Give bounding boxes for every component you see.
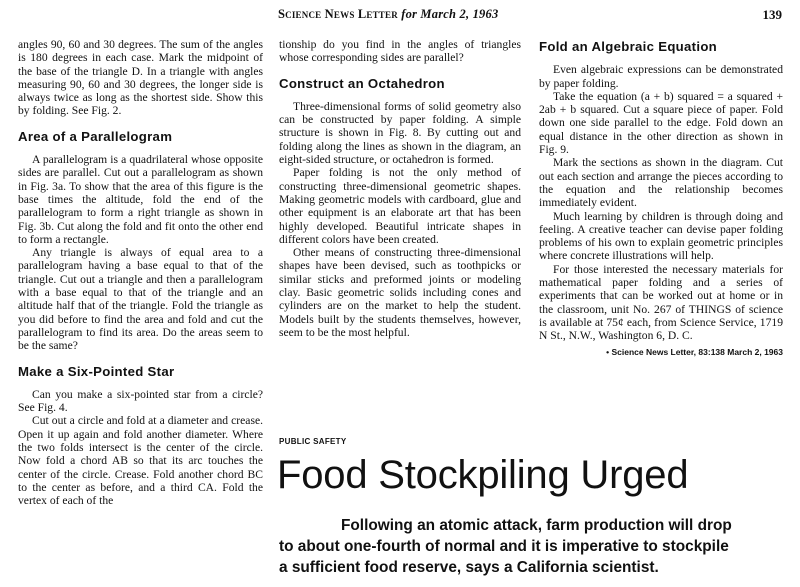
deck-line: to about one-fourth of normal and it is imperative to stockpile (279, 538, 729, 555)
paragraph: Cut out a circle and fold at a diameter and crease. Open it up again and fold another diameter. Where the two folds intersect is the center of the circle. Now fold a chord AB so that its arc touches the center of the circle. Crease. Fold another chord BC to the center as before, and a third CA. Fold the vertex of each of the (18, 414, 263, 508)
paragraph: Paper folding is not the only method of constructing three-dimensional geometric shapes. Making geometric models with cardboard, glue and other equipment is an elaborate art that has been highly developed. Beautiful intricate shapes in different colors have been created. (279, 166, 521, 246)
section-heading-octahedron: Construct an Octahedron (279, 75, 445, 91)
paragraph: Take the equation (a + b) squared = a squared + 2ab + b squared. Cut a square piece of paper. Fold down one side parallel to the edge. Fold down an equal distance in the other direction as shown in Fig. 9. (539, 89, 783, 157)
article-headline: Food Stockpiling Urged (277, 453, 689, 497)
paragraph: tionship do you find in the angles of triangles whose corresponding sides are parallel? (279, 38, 521, 65)
paragraph: Can you make a six-pointed star from a circle? See Fig. 4. (18, 387, 263, 415)
section-label: PUBLIC SAFETY (279, 437, 347, 446)
paragraph: Much learning by children is through doing and feeling. A creative teacher can devise paper folding problems of his own to explain geometric principles where concrete illustrations will help. (539, 209, 783, 263)
page-number: 139 (762, 7, 782, 22)
article-deck (279, 515, 785, 578)
paragraph: Any triangle is always of equal area to a parallelogram having a base equal to that of the triangle. Cut out a triangle and then a parallelogram with a base equal to that of the triangle and an altitude half that of the triangle. Fold the triangle as you did before to find the area and fold and cut the parallelogram to find its area. Do the areas seem to be the same? (18, 246, 263, 353)
section-heading-algebra: Fold an Algebraic Equation (539, 39, 718, 54)
masthead (278, 7, 498, 22)
paragraph: A parallelogram is a quadrilateral whose opposite sides are parallel. Cut out a parallelogram as shown in Fig. 3a. To show that the area of this figure is the base times the altitude, fold the end of the parallelogram to form a right triangle as shown in Fig. 3b. Cut along the fold and fit onto the other end to form a rectangle. (18, 153, 263, 246)
masthead-title: Science News Letter (278, 7, 398, 21)
masthead-date: for March 2, 1963 (401, 7, 499, 21)
paragraph: Mark the sections as shown in the diagram. Cut out each section and arrange the pieces according to the equation and the relationship becomes immediately evident. (539, 156, 783, 210)
paragraph: Three-dimensional forms of solid geometry also can be constructed by paper folding. A simple structure is shown in Fig. 8. By cutting out and folding along the lines as shown in the diagram, an eight-sided structure, or octahedron is formed. (279, 99, 521, 167)
column-2 (279, 38, 521, 339)
section-heading-parallelogram: Area of a Parallelogram (18, 128, 173, 144)
deck-line: a sufficient food reserve, says a California scientist. (279, 559, 659, 576)
page-header (0, 0, 800, 30)
paragraph: angles 90, 60 and 30 degrees. The sum of the angles is 180 degrees in each case. Mark the midpoint of the base of the triangle D. In a triangle with angles measuring 90, 60 and 30 degrees, the longer side is always twice as long as the shortest side. Show this by folding. See Fig. 2. (18, 38, 263, 118)
column-3 (539, 38, 783, 359)
paragraph: For those interested the necessary materials for mathematical paper folding and a series of experiments that can be worked out at home or in the classroom, unit No. 267 of THINGS of science is available at 75¢ each, from Science Service, 1719 N St., N.W., Washington 6, D. C. (539, 262, 783, 343)
article-credit: • Science News Letter, 83:138 March 2, 1963 (606, 346, 783, 357)
paragraph: Even algebraic expressions can be demonstrated by paper folding. (539, 63, 783, 90)
paragraph: Other means of constructing three-dimensional shapes have been devised, such as toothpicks or similar sticks and preformed joints or modeling clay. Basic geometric solids including cones and cylinders are on the market to help the student. Models built by the students themselves, however, seem to be the most helpful. (279, 246, 521, 339)
section-heading-star: Make a Six-Pointed Star (18, 363, 175, 379)
deck-line: Following an atomic attack, farm production will drop (341, 517, 732, 534)
column-1 (18, 38, 263, 508)
